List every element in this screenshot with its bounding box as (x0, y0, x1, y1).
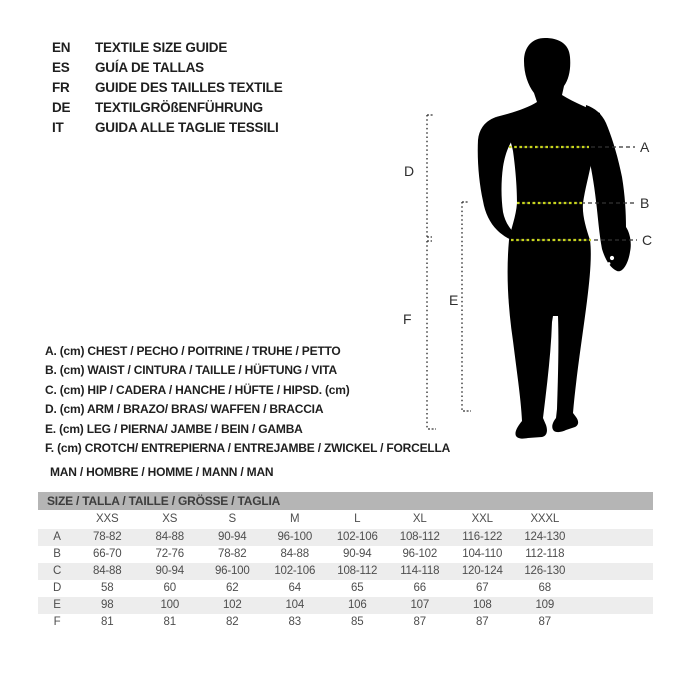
language-code: FR (52, 80, 70, 95)
row-label: F (53, 616, 61, 628)
figure-label-d: D (404, 163, 415, 179)
table-cell: 96-102 (402, 548, 438, 560)
table-cell: 64 (288, 582, 301, 594)
hand-detail (608, 262, 611, 265)
table-row (38, 580, 653, 597)
guide-title: TEXTILGRÖßENFÜHRUNG (95, 100, 263, 115)
table-cell: 104 (285, 599, 305, 611)
table-cell: 85 (351, 616, 364, 628)
table-row (38, 529, 653, 546)
language-row (52, 98, 283, 118)
table-cell: 90-94 (218, 531, 247, 543)
guide-title: GUÍA DE TALLAS (95, 60, 204, 75)
table-cell: 87 (413, 616, 426, 628)
table-cell: 106 (347, 599, 367, 611)
figure-label-e: E (449, 292, 459, 308)
table-cell: 68 (538, 582, 551, 594)
corner-cell (38, 510, 76, 529)
table-cell: 126-130 (524, 565, 566, 577)
table-cell: 67 (476, 582, 489, 594)
table-cell: 78-82 (93, 531, 122, 543)
table-cell: 82 (226, 616, 239, 628)
table-cell: 90-94 (155, 565, 184, 577)
column-header: XXL (471, 513, 493, 525)
table-cell: 108 (472, 599, 492, 611)
table-cell: 108-112 (399, 531, 440, 543)
guide-title: TEXTILE SIZE GUIDE (95, 40, 228, 55)
row-label: E (53, 599, 61, 611)
size-table (38, 492, 653, 631)
figure-label-f: F (403, 311, 412, 327)
man-left-arm (478, 117, 518, 241)
language-row (52, 38, 283, 58)
size-table-header: SIZE / TALLA / TAILLE / GRÖSSE / TAGLIA (38, 492, 653, 510)
language-code: IT (52, 120, 64, 135)
column-header: XL (412, 513, 427, 525)
column-header: M (290, 513, 300, 525)
table-cell: 58 (101, 582, 114, 594)
table-cell: 112-118 (525, 548, 565, 560)
table-cell: 84-88 (280, 548, 309, 560)
legend-line: F. (cm) CROTCH/ ENTREPIERNA / ENTREJAMBE / ZWICKEL / FORCELLA (45, 440, 451, 455)
measure-legend (45, 342, 450, 458)
legend-line: A. (cm) CHEST / PECHO / POITRINE / TRUHE / PETTO (45, 344, 341, 358)
language-list (52, 38, 283, 138)
table-cell: 102-106 (274, 565, 316, 577)
language-row (52, 78, 283, 98)
language-code: EN (52, 40, 71, 55)
table-cell: 109 (535, 599, 555, 611)
table-cell: 87 (476, 616, 489, 628)
table-cell: 78-82 (218, 548, 247, 560)
figure-label-a: A (640, 139, 650, 155)
table-cell: 87 (538, 616, 551, 628)
table-cell: 62 (226, 582, 239, 594)
legend-line: D. (cm) ARM / BRAZO/ BRAS/ WAFFEN / BRACCIA (45, 402, 324, 417)
man-right-arm (586, 105, 631, 271)
table-cell: 83 (288, 616, 301, 628)
row-label: D (52, 582, 62, 594)
column-header: XS (162, 513, 178, 525)
figure-label-b: B (640, 195, 650, 211)
table-cell: 102-106 (336, 531, 378, 543)
table-row (38, 597, 653, 614)
column-header: XXXL (530, 513, 560, 525)
column-header: L (354, 513, 361, 525)
language-row (52, 58, 283, 78)
table-cell: 66 (413, 582, 426, 594)
guide-title: GUIDE DES TAILLES TEXTILE (95, 80, 283, 95)
table-row (38, 614, 653, 631)
table-row (38, 563, 653, 580)
table-cell: 116-122 (462, 531, 503, 543)
table-cell: 84-88 (93, 565, 122, 577)
hand-detail (610, 256, 614, 260)
language-row (52, 118, 283, 138)
table-cell: 108-112 (337, 565, 378, 577)
table-cell: 60 (163, 582, 176, 594)
table-cell: 81 (101, 616, 114, 628)
column-header: S (228, 513, 236, 525)
table-cell: 100 (160, 599, 180, 611)
column-header: XXS (96, 513, 119, 525)
table-cell: 98 (101, 599, 114, 611)
figure-label-c: C (642, 232, 653, 248)
legend-line: E. (cm) LEG / PIERNA/ JAMBE / BEIN / GAMBA (45, 421, 303, 436)
category-line: MAN / HOMBRE / HOMME / MANN / MAN (50, 465, 274, 479)
table-cell: 120-124 (461, 565, 503, 577)
table-cell: 65 (351, 582, 364, 594)
table-cell: 66-70 (93, 548, 122, 560)
language-code: ES (52, 60, 70, 75)
table-cell: 84-88 (155, 531, 184, 543)
table-cell: 104-110 (462, 548, 503, 560)
legend-line: C. (cm) HIP / CADERA / HANCHE / HÜFTE / HIPSD. (cm) (45, 382, 350, 397)
row-label: A (53, 531, 61, 543)
table-cell: 114-118 (400, 565, 440, 577)
table-cell: 124-130 (524, 531, 566, 543)
legend-line: B. (cm) WAIST / CINTURA / TAILLE / HÜFTUNG / VITA (45, 363, 337, 378)
table-cell: 96-100 (277, 531, 313, 543)
table-cell: 81 (163, 616, 176, 628)
table-cell: 107 (410, 599, 430, 611)
size-table-columns (38, 510, 653, 529)
table-cell: 90-94 (343, 548, 372, 560)
table-row (38, 546, 653, 563)
table-cell: 102 (222, 599, 242, 611)
row-label: C (52, 565, 62, 577)
table-cell: 96-100 (214, 565, 250, 577)
guide-title: GUIDA ALLE TAGLIE TESSILI (95, 120, 279, 135)
table-cell: 72-76 (155, 548, 184, 560)
row-label: B (53, 548, 61, 560)
language-code: DE (52, 100, 71, 115)
